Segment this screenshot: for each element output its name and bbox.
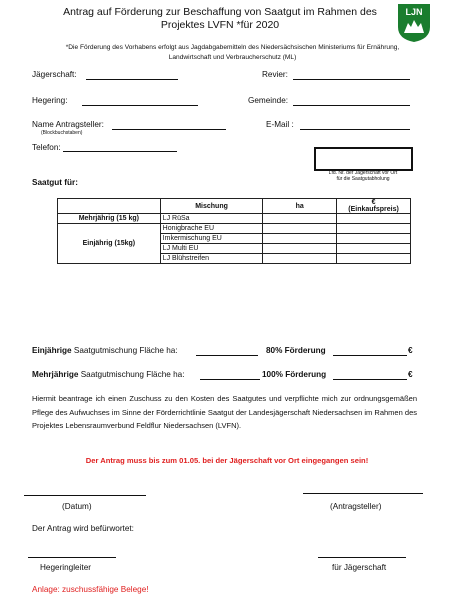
declaration-paragraph: Hiermit beantrage ich einen Zuschuss zu den Kosten des Saatgutes und verpflichte mich zur ordnungsgemäßen Pflege des Aufwuchses im Sinne der Förderrichtlinie Saatgut der Landesjägerschaft Niedersachsen im Rahmen des Projektes Lebensraumverbund Feldflur Niedersachsen (LVFN). xyxy=(32,394,417,430)
jaegerschaft-caption: für Jägerschaft xyxy=(332,563,387,572)
euro-cell[interactable] xyxy=(337,254,411,264)
jaegerschaft-label: Jägerschaft: xyxy=(32,70,77,79)
anlage-note: Anlage: zuschussfähige Belege! xyxy=(32,585,149,594)
lfd-nr-box[interactable] xyxy=(314,147,413,171)
antragsteller-name-label: Name Antragsteller: xyxy=(32,120,104,129)
ljn-logo-icon xyxy=(397,3,431,43)
gemeinde-label: Gemeinde: xyxy=(248,96,289,105)
mehrjaehrig-flaeche: Saatgutmischung Fläche ha: xyxy=(78,370,185,379)
logo-text: LJN xyxy=(405,7,423,17)
mischung-cell: LJ Blühstreifen xyxy=(160,254,263,264)
einjaehrig-word: Einjährige xyxy=(32,346,72,355)
hegering-label: Hegering: xyxy=(32,96,68,105)
einjaehrig-line-label xyxy=(32,346,178,355)
email-label: E-Mail : xyxy=(266,120,294,129)
hegering-field[interactable] xyxy=(82,105,198,106)
mischung-cell: LJ RüSa xyxy=(160,214,263,224)
revier-label: Revier: xyxy=(262,70,288,79)
lfd-caption-line-1: Lfd. Nr. der Jägerschaft vor Ort xyxy=(328,170,398,176)
header-einkaufspreis: (Einkaufspreis) xyxy=(348,206,399,213)
table-row xyxy=(58,214,411,224)
euro-cell[interactable] xyxy=(337,224,411,234)
mehrjaehrig-flaeche-field[interactable] xyxy=(200,379,260,380)
euro-cell[interactable] xyxy=(337,244,411,254)
funding-note xyxy=(35,43,430,63)
email-field[interactable] xyxy=(300,129,410,130)
ha-cell[interactable] xyxy=(263,224,337,234)
antragsteller-signature-line[interactable] xyxy=(303,493,423,494)
mehrjaehrig-word: Mehrjährige xyxy=(32,370,79,379)
jaegerschaft-signature-line[interactable] xyxy=(318,557,406,558)
header-euro-sign: € xyxy=(371,199,376,206)
telefon-field[interactable] xyxy=(63,151,177,152)
euro-sign-80: € xyxy=(408,346,413,355)
gemeinde-field[interactable] xyxy=(293,105,410,106)
hegeringleiter-caption: Hegeringleiter xyxy=(40,563,91,572)
group-einjaehrig: Einjährig (15kg) xyxy=(58,224,161,264)
einjaehrig-flaeche-field[interactable] xyxy=(196,355,258,356)
foerderung-100-label: 100% Förderung xyxy=(262,370,327,379)
table-header-row xyxy=(58,199,411,214)
mehrjaehrig-line-label xyxy=(32,370,184,379)
saatgut-fuer-label: Saatgut für: xyxy=(32,178,78,187)
antragsteller-caption: (Antragsteller) xyxy=(330,502,382,511)
header-mischung: Mischung xyxy=(160,199,263,214)
group-mehrjaehrig: Mehrjährig (15 kg) xyxy=(58,214,161,224)
saatgut-table xyxy=(57,198,411,264)
header-ha: ha xyxy=(263,199,337,214)
ha-cell[interactable] xyxy=(263,214,337,224)
foerderung-80-label: 80% Förderung xyxy=(266,346,326,355)
telefon-label: Telefon: xyxy=(32,143,61,152)
ha-cell[interactable] xyxy=(263,234,337,244)
blockbuchstaben-hint: (Blockbuchstaben) xyxy=(41,130,83,136)
datum-signature-line[interactable] xyxy=(24,495,146,496)
euro-cell[interactable] xyxy=(337,214,411,224)
befuerwortet-label: Der Antrag wird befürwortet: xyxy=(32,524,134,533)
foerderung-80-field[interactable] xyxy=(333,355,407,356)
revier-field[interactable] xyxy=(293,79,410,80)
euro-sign-100: € xyxy=(408,370,413,379)
euro-cell[interactable] xyxy=(337,234,411,244)
title-line-2: Projektes LVFN *für 2020 xyxy=(160,19,280,31)
document-title xyxy=(55,6,385,32)
note-line-2: Landwirtschaft und Verbraucherschutz (ML) xyxy=(168,54,297,61)
lfd-caption-line-2: für die Saatgutabholung xyxy=(336,176,390,182)
mischung-cell: Honigbrache EU xyxy=(160,224,263,234)
hegeringleiter-signature-line[interactable] xyxy=(28,557,116,558)
table-row xyxy=(58,224,411,234)
mischung-cell: LJ Multi EU xyxy=(160,244,263,254)
deadline-notice: Der Antrag muss bis zum 01.05. bei der Jägerschaft vor Ort eingegangen sein! xyxy=(85,456,369,465)
antragsteller-name-field[interactable] xyxy=(112,129,226,130)
ha-cell[interactable] xyxy=(263,244,337,254)
ha-cell[interactable] xyxy=(263,254,337,264)
foerderung-100-field[interactable] xyxy=(333,379,407,380)
title-line-1: Antrag auf Förderung zur Beschaffung von Saatgut im Rahmen des xyxy=(63,6,377,18)
note-line-1: *Die Förderung des Vorhabens erfolgt aus Jagdabgabemitteln des Niedersächsischen Ministeriums für Ernährung, xyxy=(65,44,400,51)
mischung-cell: Imkermischung EU xyxy=(160,234,263,244)
lfd-nr-caption xyxy=(314,170,412,182)
einjaehrig-flaeche: Saatgutmischung Fläche ha: xyxy=(71,346,178,355)
jaegerschaft-field[interactable] xyxy=(86,79,178,80)
datum-caption: (Datum) xyxy=(62,502,92,511)
header-euro xyxy=(337,199,411,214)
table-header-empty xyxy=(58,199,161,214)
